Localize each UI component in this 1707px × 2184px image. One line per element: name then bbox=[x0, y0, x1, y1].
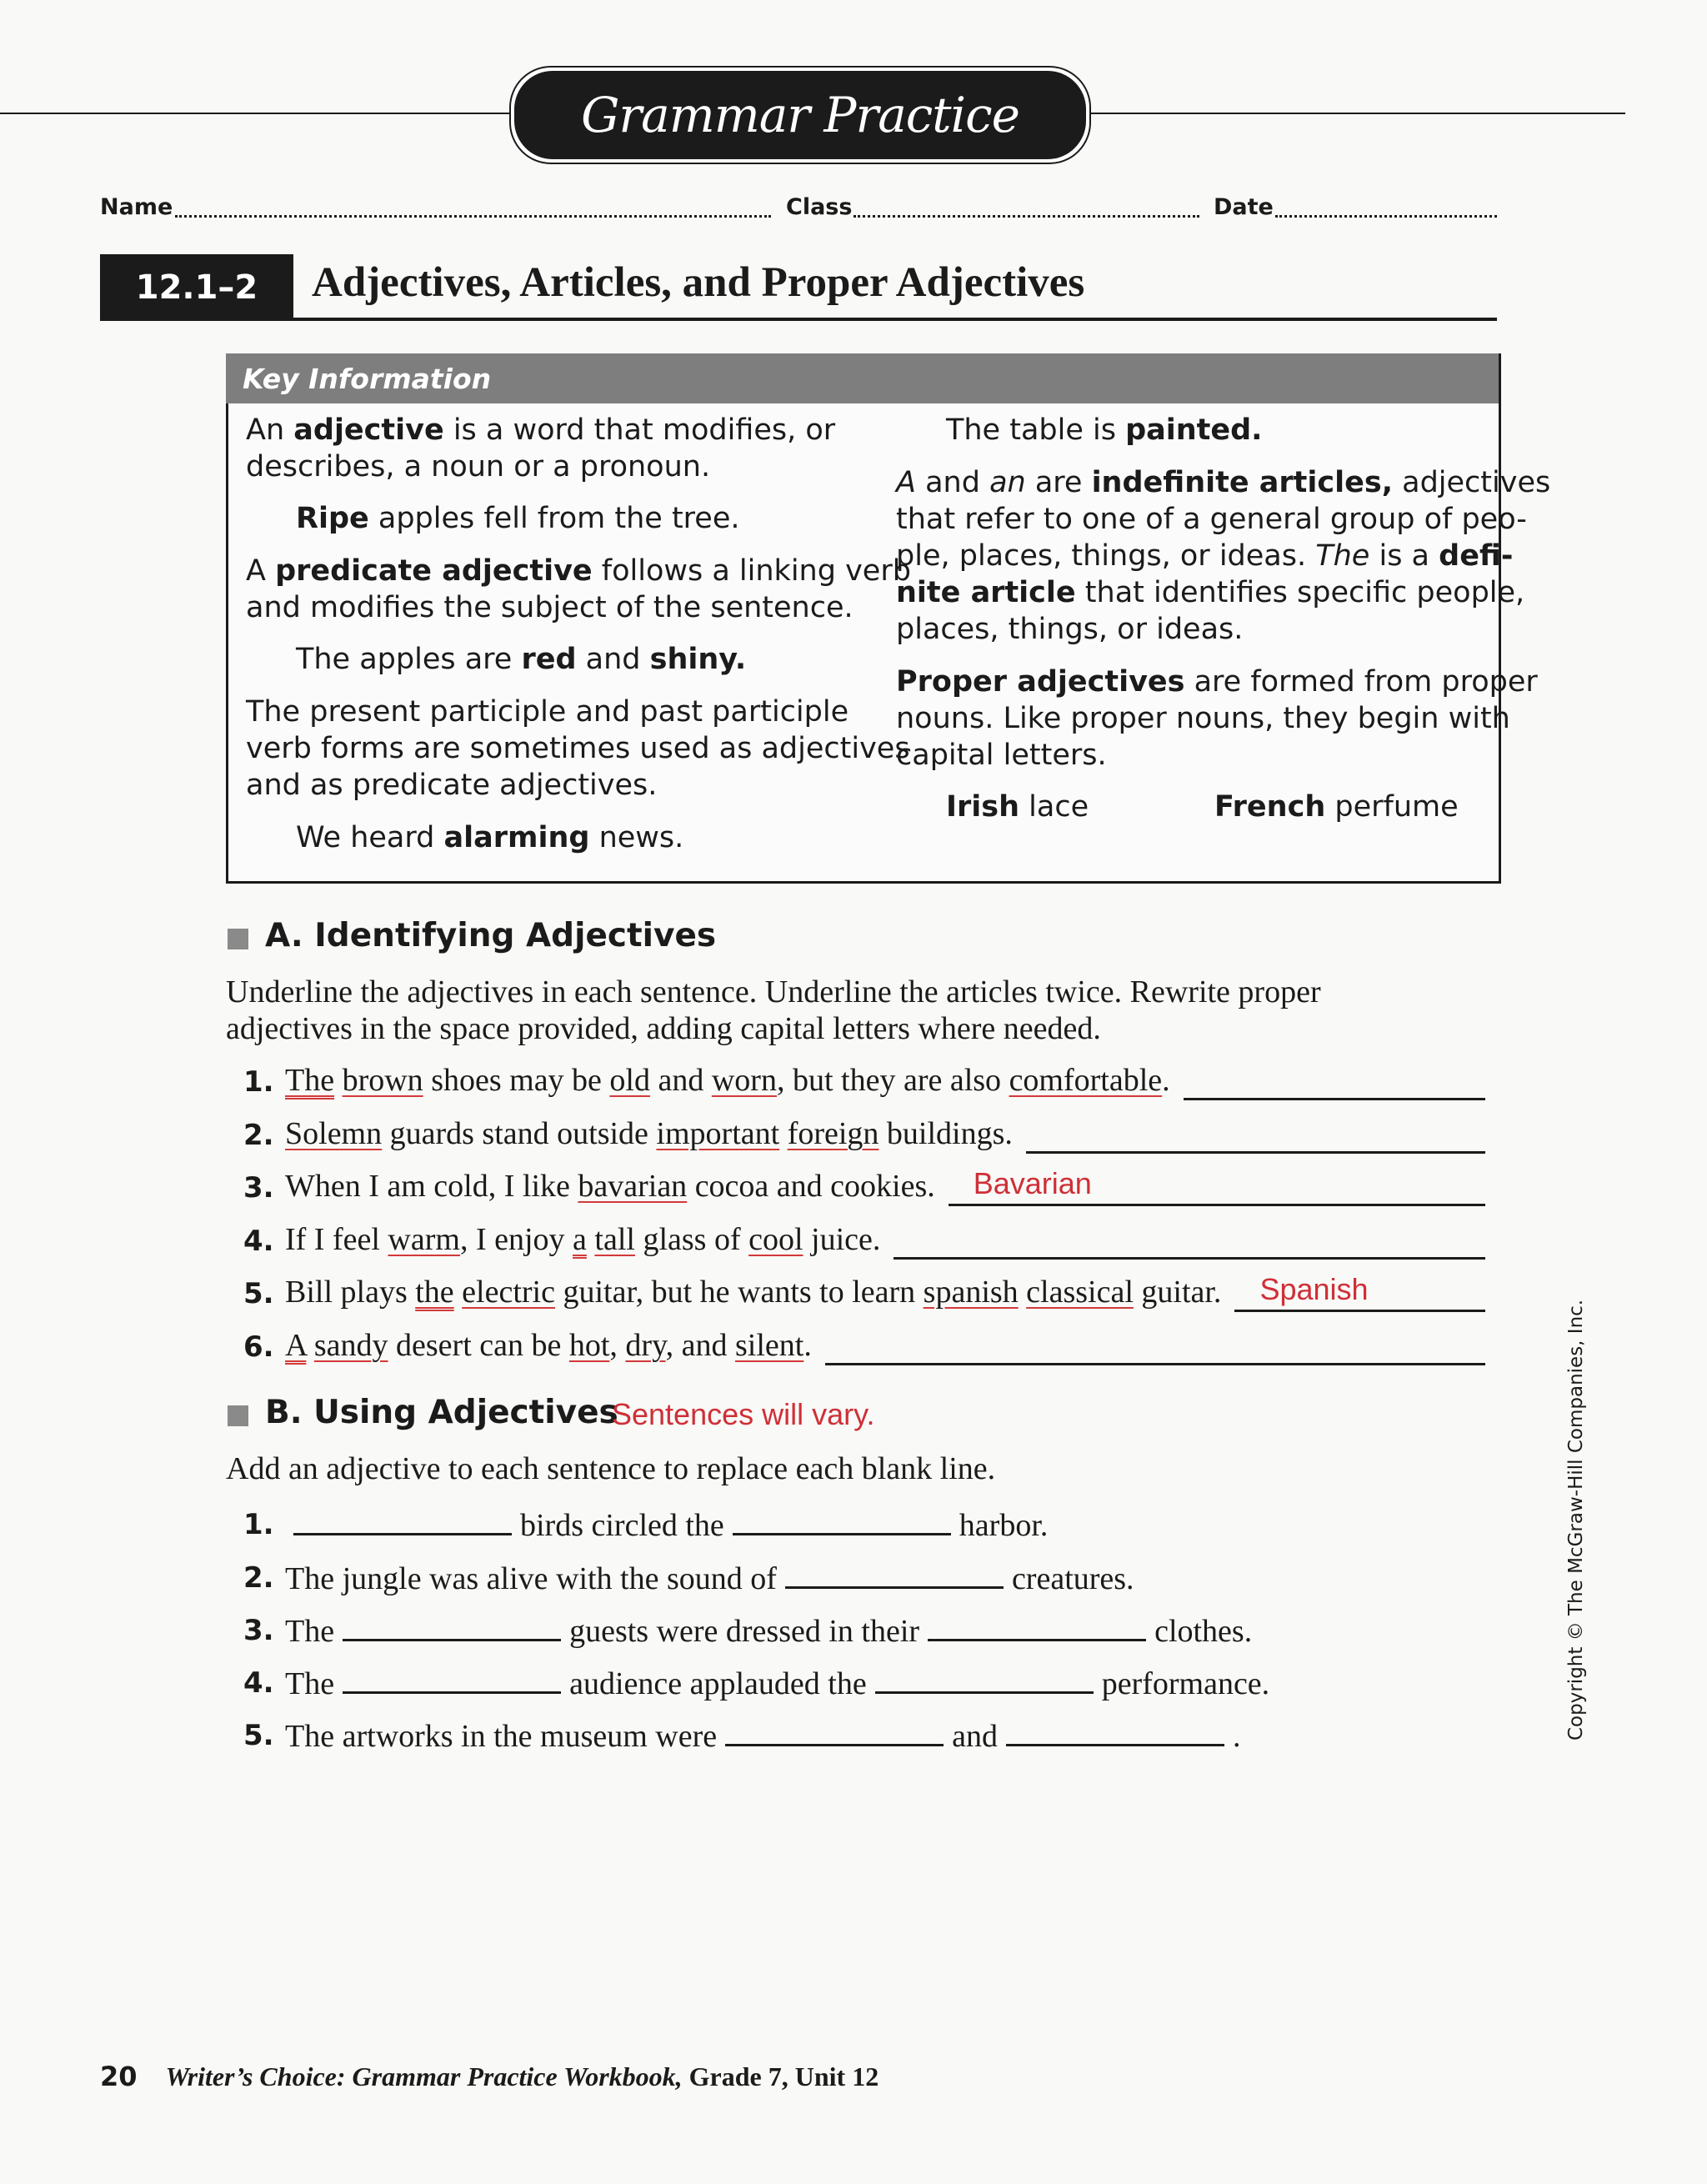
text-run: , bbox=[609, 1328, 626, 1363]
text-run: guards stand outside bbox=[382, 1116, 657, 1151]
book-title: Writer’s Choice: Grammar Practice Workbook, bbox=[165, 2061, 683, 2091]
text-run: are formed from proper bbox=[1184, 665, 1538, 699]
underlined-adjective: Solemn bbox=[285, 1116, 383, 1151]
text-run: describes, a noun or a pronoun. bbox=[246, 450, 711, 483]
answer-blank[interactable] bbox=[894, 1257, 1485, 1260]
text-run: and modifies the subject of the sentence. bbox=[246, 591, 854, 624]
adjective-blank[interactable] bbox=[733, 1505, 951, 1535]
underlined-adjective: foreign bbox=[787, 1116, 879, 1151]
sentence-text: The jungle was alive with the sound of bbox=[285, 1561, 777, 1596]
text-run: shiny. bbox=[649, 643, 747, 676]
example-sentence bbox=[296, 641, 746, 678]
text-run: The bbox=[1315, 539, 1370, 573]
date-field[interactable] bbox=[1275, 215, 1497, 218]
sentence-text: performance. bbox=[1101, 1666, 1270, 1701]
exercise-sentence bbox=[285, 1115, 1013, 1152]
text-run: A bbox=[896, 466, 916, 499]
sentence-text: The bbox=[285, 1614, 335, 1649]
exercise-sentence bbox=[285, 1168, 935, 1205]
double-underlined-article: A bbox=[285, 1328, 307, 1363]
text-run: and bbox=[576, 643, 650, 676]
sentence-text: creatures. bbox=[1011, 1561, 1134, 1596]
exercise-sentence bbox=[285, 1062, 1170, 1099]
text-run bbox=[306, 1328, 314, 1363]
text-run: nouns. Like proper nouns, they begin with bbox=[896, 702, 1510, 735]
text-run bbox=[1019, 1275, 1027, 1310]
text-run: We heard bbox=[296, 821, 444, 854]
fill-in-sentence bbox=[285, 1505, 1048, 1544]
fill-in-sentence bbox=[285, 1663, 1269, 1702]
adjective-blank[interactable] bbox=[785, 1558, 1004, 1589]
underlined-adjective: classical bbox=[1026, 1275, 1134, 1310]
text-run: Ripe bbox=[296, 502, 369, 535]
text-run: nite article bbox=[896, 576, 1076, 609]
text-run: glass of bbox=[634, 1222, 749, 1257]
exercise-sentence bbox=[285, 1221, 880, 1258]
text-run: defi- bbox=[1439, 539, 1514, 573]
text-run: places, things, or ideas. bbox=[896, 613, 1244, 646]
adjective-blank[interactable] bbox=[343, 1610, 561, 1641]
text-run: guitar. bbox=[1133, 1275, 1222, 1310]
underlined-adjective: cool bbox=[748, 1222, 803, 1257]
adjective-blank[interactable] bbox=[875, 1663, 1094, 1694]
text-run bbox=[334, 1063, 343, 1098]
key-text-line bbox=[896, 737, 1107, 774]
item-number: 6. bbox=[243, 1330, 274, 1364]
part-a-heading: A. Identifying Adjectives bbox=[265, 917, 717, 954]
sentence-text: birds circled the bbox=[520, 1508, 724, 1543]
text-run: an bbox=[989, 466, 1026, 499]
fill-in-sentence bbox=[285, 1610, 1252, 1650]
answer-blank[interactable] bbox=[1234, 1310, 1485, 1312]
fill-in-sentence bbox=[285, 1558, 1134, 1597]
text-run bbox=[779, 1116, 788, 1151]
page-footer bbox=[100, 2061, 879, 2092]
text-run: French bbox=[1214, 790, 1326, 824]
sentence-text: The bbox=[285, 1666, 335, 1701]
text-run: , I enjoy bbox=[459, 1222, 573, 1257]
sentence-text: clothes. bbox=[1154, 1614, 1253, 1649]
copyright-notice: Copyright © The McGraw-Hill Companies, Inc. bbox=[1565, 1299, 1587, 1741]
text-run: is a word that modifies, or bbox=[443, 413, 836, 447]
text-run: desert can be bbox=[388, 1328, 569, 1363]
example-sentence bbox=[296, 500, 739, 537]
sentence-text: and bbox=[952, 1719, 998, 1754]
text-run: are bbox=[1025, 466, 1092, 499]
section-number: 12.1–2 bbox=[100, 254, 293, 321]
answer-blank[interactable] bbox=[825, 1363, 1485, 1365]
text-run: alarming bbox=[443, 821, 590, 854]
adjective-blank[interactable] bbox=[293, 1505, 512, 1535]
text-run: is a bbox=[1369, 539, 1439, 573]
handwritten-answer: Bavarian bbox=[973, 1166, 1092, 1200]
key-text-line bbox=[246, 730, 910, 767]
answer-blank[interactable] bbox=[949, 1204, 1485, 1206]
text-run: perfume bbox=[1325, 790, 1459, 824]
page-number: 20 bbox=[100, 2061, 138, 2092]
underlined-adjective: sandy bbox=[313, 1328, 388, 1363]
text-run: that refer to one of a general group of peo- bbox=[896, 503, 1527, 536]
part-b-heading: B. Using Adjectives bbox=[265, 1394, 618, 1431]
text-run: follows a linking verb bbox=[592, 554, 911, 588]
underlined-adjective: hot bbox=[568, 1328, 610, 1363]
item-number: 4. bbox=[243, 1225, 274, 1258]
item-number: 5. bbox=[243, 1719, 274, 1752]
adjective-blank[interactable] bbox=[1006, 1716, 1224, 1746]
text-run: and as predicate adjectives. bbox=[246, 769, 658, 802]
text-run: Bill plays bbox=[285, 1275, 416, 1310]
adjective-blank[interactable] bbox=[725, 1716, 944, 1746]
header-rule-left bbox=[0, 113, 510, 114]
name-field[interactable] bbox=[175, 215, 771, 218]
text-run: The apples are bbox=[296, 643, 522, 676]
text-run: buildings. bbox=[879, 1116, 1013, 1151]
class-label: Class bbox=[786, 194, 853, 220]
sentence-text: guests were dressed in their bbox=[569, 1614, 920, 1649]
key-text-line bbox=[246, 694, 848, 730]
underlined-adjective: electric bbox=[462, 1275, 555, 1310]
item-number: 1. bbox=[243, 1065, 274, 1099]
text-run: shoes may be bbox=[423, 1063, 610, 1098]
underlined-adjective: spanish bbox=[923, 1275, 1019, 1310]
text-run: Irish bbox=[946, 790, 1020, 824]
text-run: lace bbox=[1019, 790, 1089, 824]
underlined-adjective: worn bbox=[711, 1063, 777, 1098]
text-run: painted. bbox=[1125, 413, 1263, 447]
example-sentence bbox=[296, 819, 683, 856]
text-run: cocoa and cookies. bbox=[687, 1169, 935, 1204]
text-run: red bbox=[521, 643, 577, 676]
text-run: , and bbox=[665, 1328, 735, 1363]
underlined-adjective: dry bbox=[625, 1328, 666, 1363]
text-run: and bbox=[915, 466, 990, 499]
name-label: Name bbox=[100, 194, 173, 220]
key-text-line bbox=[896, 538, 1513, 574]
underlined-adjective: brown bbox=[342, 1063, 423, 1098]
page-title: Grammar Practice bbox=[514, 71, 1086, 159]
part-b-answer-note: Sentences will vary. bbox=[612, 1397, 875, 1431]
proper-adjective-example bbox=[946, 789, 1089, 825]
section-rule bbox=[100, 318, 1497, 321]
answer-blank[interactable] bbox=[1026, 1151, 1485, 1154]
key-text-line bbox=[896, 501, 1527, 538]
key-text-line bbox=[246, 589, 854, 626]
answer-blank[interactable] bbox=[1184, 1098, 1485, 1100]
text-run: The table is bbox=[946, 413, 1126, 447]
item-number: 1. bbox=[243, 1508, 274, 1541]
underlined-adjective: silent bbox=[734, 1328, 804, 1363]
date-label: Date bbox=[1214, 194, 1274, 220]
key-text-line bbox=[896, 700, 1510, 737]
key-text-line bbox=[246, 553, 911, 589]
item-number: 5. bbox=[243, 1277, 274, 1310]
text-run: ple, places, things, or ideas. bbox=[896, 539, 1316, 573]
double-underlined-article: a bbox=[573, 1222, 587, 1257]
key-text-line bbox=[896, 574, 1524, 611]
underlined-adjective: old bbox=[609, 1063, 650, 1098]
sentence-text: . bbox=[1233, 1719, 1241, 1754]
sentence-text: harbor. bbox=[959, 1508, 1049, 1543]
text-run: that identifies specific people, bbox=[1075, 576, 1525, 609]
text-run: A bbox=[246, 554, 276, 588]
item-number: 2. bbox=[243, 1561, 274, 1595]
sentence-text: audience applauded the bbox=[569, 1666, 867, 1701]
double-underlined-article: the bbox=[415, 1275, 454, 1310]
example-sentence bbox=[946, 412, 1262, 448]
text-run: An bbox=[246, 413, 294, 447]
text-run: juice. bbox=[803, 1222, 881, 1257]
key-text-line bbox=[896, 611, 1243, 648]
underlined-adjective: comfortable bbox=[1009, 1063, 1163, 1098]
text-run: predicate adjective bbox=[275, 554, 593, 588]
text-run: news. bbox=[589, 821, 684, 854]
text-run: adjective bbox=[293, 413, 444, 447]
key-information-heading: Key Information bbox=[226, 353, 1499, 403]
text-run bbox=[454, 1275, 463, 1310]
class-field[interactable] bbox=[854, 215, 1199, 218]
text-run bbox=[587, 1222, 595, 1257]
handwritten-answer: Spanish bbox=[1259, 1272, 1369, 1306]
underlined-adjective: bavarian bbox=[578, 1169, 688, 1204]
grade-unit: Grade 7, Unit 12 bbox=[688, 2061, 879, 2091]
text-run: , but they are also bbox=[776, 1063, 1009, 1098]
text-run: and bbox=[649, 1063, 712, 1098]
underlined-adjective: important bbox=[656, 1116, 780, 1151]
fill-in-sentence bbox=[285, 1716, 1241, 1755]
text-run: When I am cold, I like bbox=[285, 1169, 578, 1204]
header-rule-right bbox=[1089, 113, 1625, 114]
item-number: 4. bbox=[243, 1666, 274, 1700]
text-run: . bbox=[1162, 1063, 1170, 1098]
text-run: capital letters. bbox=[896, 739, 1107, 772]
section-a-square-icon bbox=[228, 929, 248, 949]
item-number: 3. bbox=[243, 1171, 274, 1205]
exercise-sentence bbox=[285, 1274, 1221, 1310]
underlined-adjective: tall bbox=[594, 1222, 635, 1257]
adjective-blank[interactable] bbox=[928, 1610, 1146, 1641]
key-text-line bbox=[246, 767, 657, 804]
text-run: apples fell from the tree. bbox=[368, 502, 740, 535]
key-text-line bbox=[246, 448, 710, 485]
text-run: The present participle and past participle bbox=[246, 695, 849, 729]
double-underlined-article: The bbox=[285, 1063, 335, 1098]
text-run: guitar, but he wants to learn bbox=[554, 1275, 924, 1310]
part-b-instruction: Add an adjective to each sentence to replace each blank line. bbox=[226, 1451, 996, 1486]
key-text-line bbox=[896, 664, 1538, 700]
text-run: adjectives bbox=[1393, 466, 1551, 499]
sentence-text: The artworks in the museum were bbox=[285, 1719, 718, 1754]
part-a-instruction-line-1: Underline the adjectives in each sentence. Underline the articles twice. Rewrite proper bbox=[226, 974, 1321, 1009]
adjective-blank[interactable] bbox=[343, 1663, 561, 1694]
text-run: . bbox=[803, 1328, 812, 1363]
item-number: 2. bbox=[243, 1119, 274, 1152]
text-run: If I feel bbox=[285, 1222, 388, 1257]
underlined-adjective: warm bbox=[388, 1222, 460, 1257]
key-text-line bbox=[246, 412, 835, 448]
text-run: verb forms are sometimes used as adjectives bbox=[246, 732, 910, 765]
section-b-square-icon bbox=[228, 1405, 248, 1426]
part-a-instruction-line-2: adjectives in the space provided, adding capital letters where needed. bbox=[226, 1011, 1101, 1046]
text-run: Proper adjectives bbox=[896, 665, 1185, 699]
exercise-sentence bbox=[285, 1327, 812, 1364]
item-number: 3. bbox=[243, 1614, 274, 1647]
key-text-line bbox=[896, 464, 1550, 501]
proper-adjective-example bbox=[1214, 789, 1459, 825]
section-title: Adjectives, Articles, and Proper Adjectives bbox=[312, 259, 1085, 306]
text-run: indefinite articles, bbox=[1091, 466, 1393, 499]
